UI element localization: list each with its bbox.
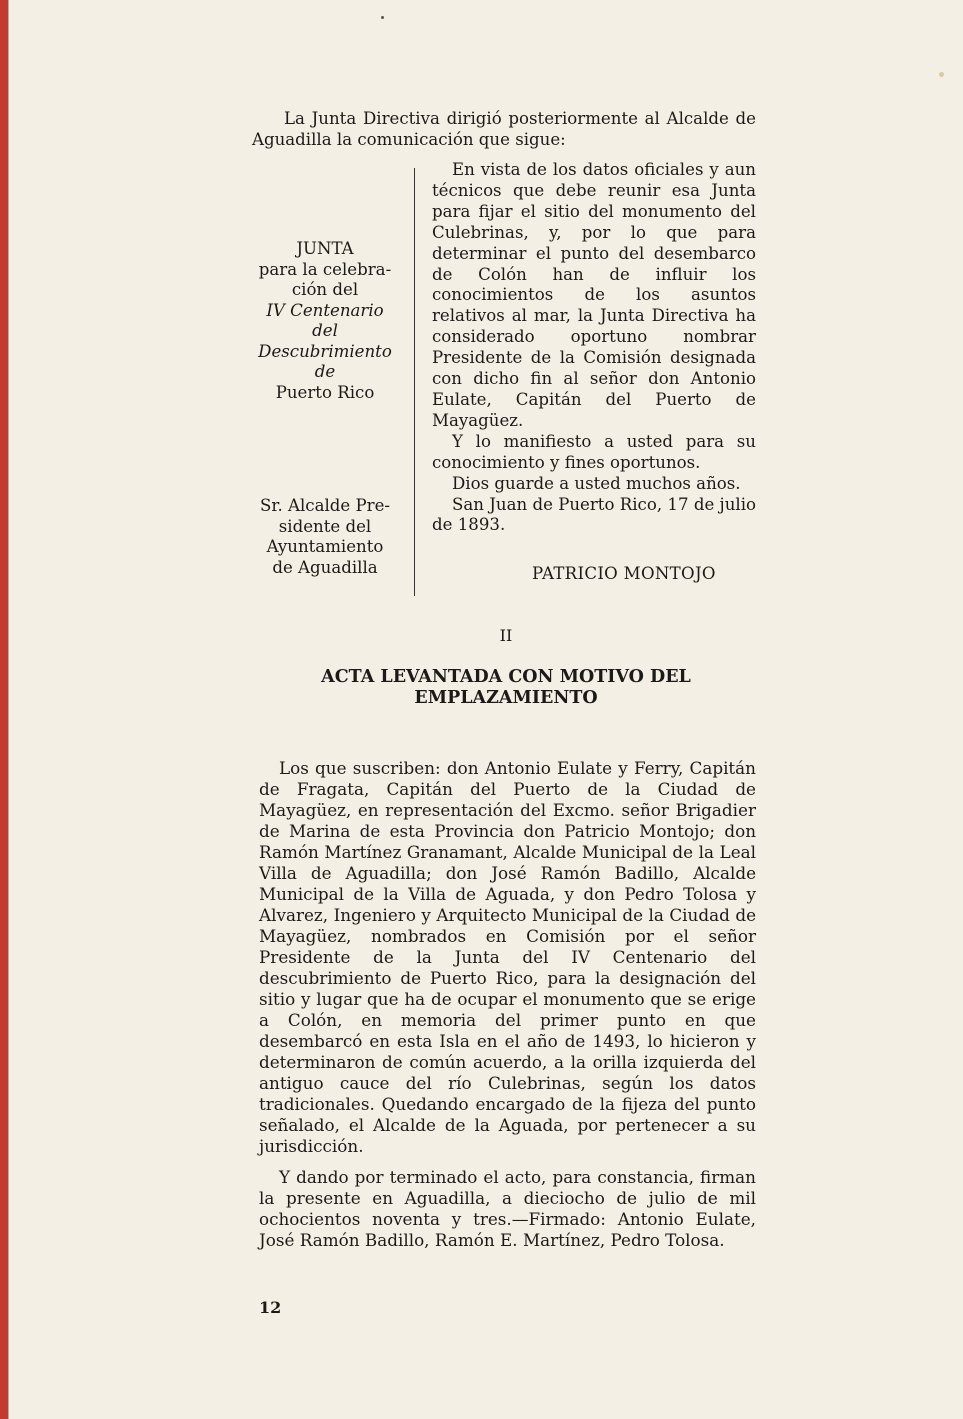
letter-paragraph: Y lo manifiesto a usted para su conocimiento y fines oportunos.	[432, 431, 756, 472]
letterhead-line: Descubrimiento	[258, 341, 392, 361]
paper-speck	[939, 72, 944, 77]
letterhead-line: para la celebra-	[258, 259, 392, 279]
column-divider	[414, 168, 415, 596]
letterhead-block	[250, 239, 400, 403]
addressee-line: Ayuntamiento	[266, 537, 384, 556]
letterhead-line: JUNTA	[296, 239, 354, 258]
section-title-line: ACTA LEVANTADA CON MOTIVO DEL	[321, 667, 691, 687]
letter-paragraph: Dios guarde a usted muchos años.	[452, 473, 741, 493]
act-paragraph: Los que suscriben: don Antonio Eulate y Ferry, Capitán de Fragata, Capitán del Puerto de la Ciudad de Mayagüez, en representación del Excmo. señor Brigadier de Marina de esta Provincia don Patricio Montojo; don Ramón Martínez Granamant, Alcalde Municipal de la Leal Villa de Aguadilla; don José Ramón Badillo, Alcalde Municipal de la Villa de Aguada, y don Pedro Tolosa y Alvarez, Ingeniero y Arquitecto Municipal de la Ciudad de Mayagüez, nombrados en Comisión por el señor Presidente de la Junta del IV Centenario del descubrimiento de Puerto Rico, para la designación del sitio y lugar que ha de ocupar el monumento que se erige a Colón, en memoria del primer punto en que desembarcó en esta Isla en el año de 1493, lo hicieron y determinaron de común acuerdo, a la orilla izquierda del antiguo cauce del río Culebrinas, según los datos tradicionales. Quedando encargado de la fijeza del punto señalado, el Alcalde de la Aguada, por pertenecer a su jurisdicción.	[259, 758, 756, 1156]
act-body	[259, 758, 756, 1261]
intro-paragraph: La Junta Directiva dirigió posteriormente al Alcalde de Aguadilla la comunicación que sigue:	[252, 109, 756, 149]
addressee-block	[250, 496, 400, 578]
addressee-line: de Aguadilla	[272, 557, 378, 577]
letterhead-line: ción del	[291, 280, 359, 299]
section-title-line: EMPLAZAMIENTO	[414, 688, 598, 708]
act-paragraph: Y dando por terminado el acto, para constancia, firman la presente en Aguadilla, a dieciocho de julio de mil ochocientos noventa y tres.—Firmado: Antonio Eulate, José Ramón Badillo, Ramón E. Martínez, Pedro Tolosa.	[259, 1167, 756, 1250]
letterhead-line: del	[312, 321, 338, 340]
letter-paragraph: En vista de los datos oficiales y aun técnicos que debe reunir esa Junta para fijar el sitio del monumento del Culebrinas, y, por lo que para determinar el punto del desembarco de Colón han de influir los conocimientos de los asuntos relativos al mar, la Junta Directiva ha considerado oportuno nombrar Presidente de la Comisión designada con dicho fin al señor don Antonio Eulate, Capitán del Puerto de Mayagüez.	[432, 160, 756, 430]
addressee-line: Sr. Alcalde Pre-	[259, 496, 391, 515]
paper-speck	[381, 16, 384, 19]
section-title	[250, 667, 762, 709]
letterhead-line: Puerto Rico	[275, 382, 375, 402]
page-number: 12	[259, 1298, 282, 1317]
letter-body	[432, 160, 756, 536]
section-number: II	[499, 626, 513, 645]
letter-date: San Juan de Puerto Rico, 17 de julio de 1893.	[432, 494, 756, 535]
addressee-line: sidente del	[278, 516, 372, 536]
letter-signature: PATRICIO MONTOJO	[532, 564, 716, 583]
letterhead-line: de	[314, 362, 336, 381]
letterhead-line: IV Centenario	[266, 300, 384, 320]
